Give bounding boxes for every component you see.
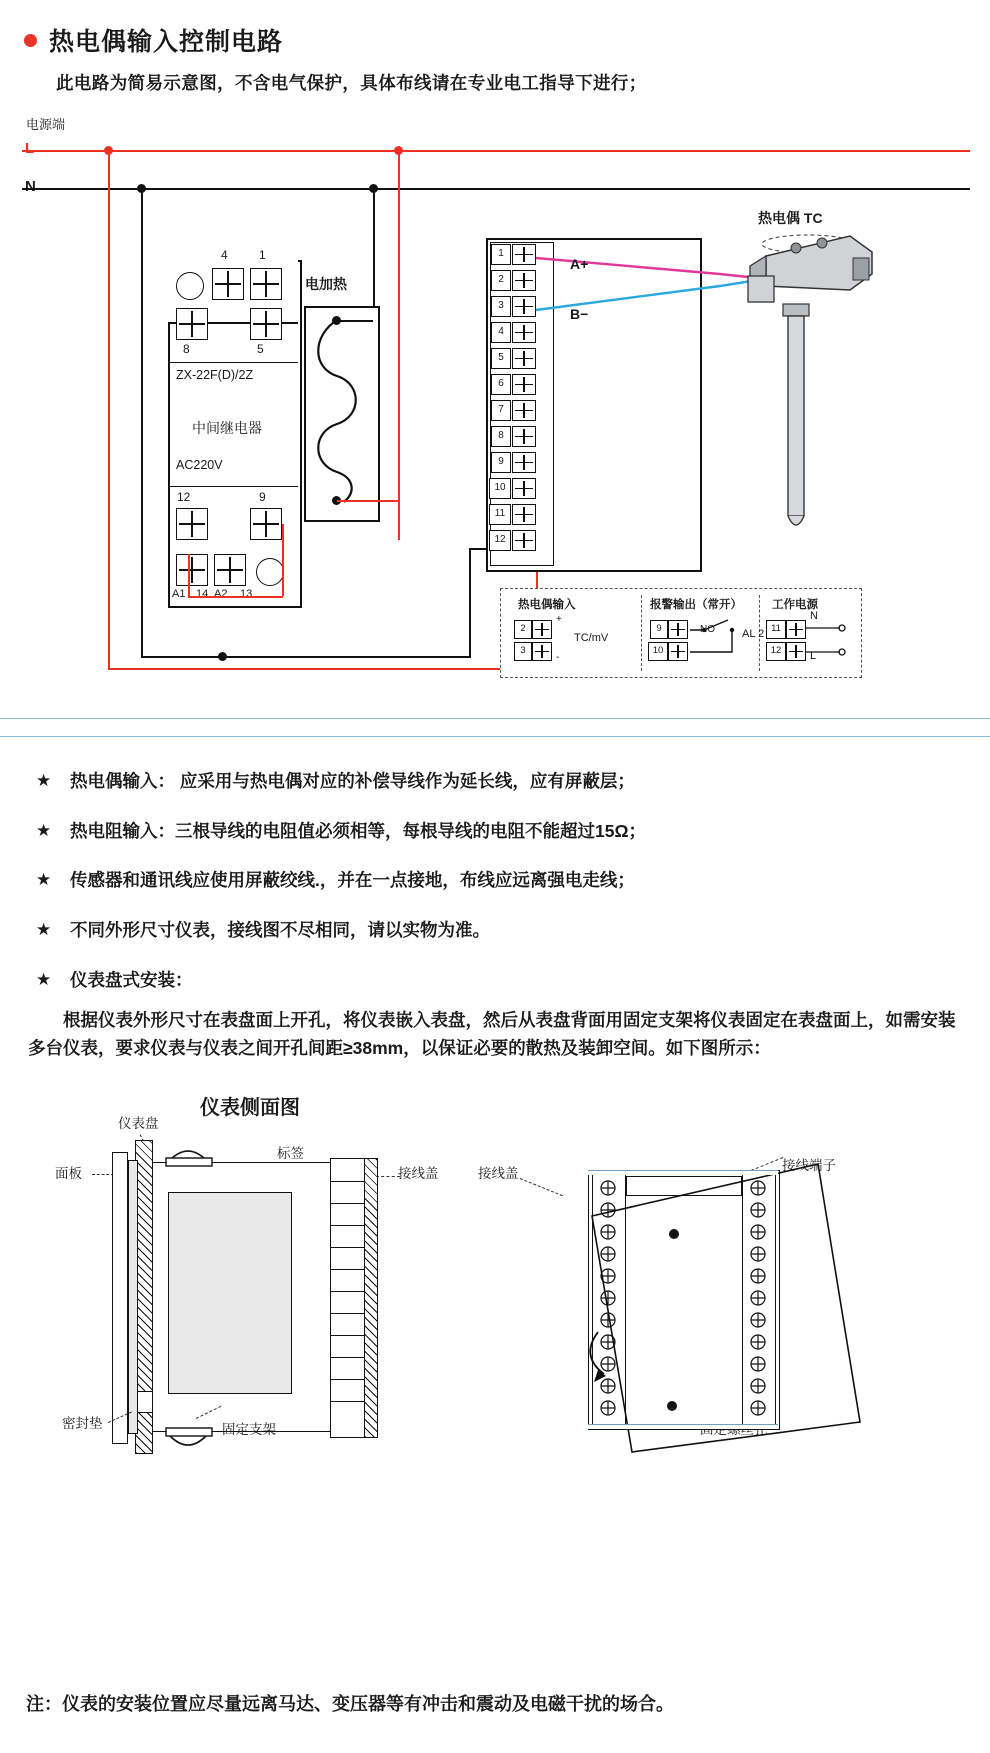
legend-term-3: 3: [514, 642, 532, 661]
notes-section: [0, 770, 990, 1120]
legend-group2-title: 报警输出（常开）: [650, 599, 742, 611]
star-icon: ★: [36, 870, 52, 890]
relay-label-14: 14: [196, 588, 209, 600]
relay-label-13: 13: [240, 588, 253, 600]
top-rule-right: [588, 1170, 778, 1175]
meter-terminal-num-2: 2: [491, 270, 511, 291]
front-panel-plate: [112, 1152, 128, 1444]
relay-terminal-9-label: 9: [259, 490, 266, 504]
label-bracket: 固定支架: [222, 1422, 276, 1437]
legend-term-12-block: [786, 642, 806, 661]
line-N-label: N: [25, 178, 36, 195]
divider-bottom: [0, 736, 990, 737]
meter-terminal-8: [512, 426, 536, 447]
legend-al2-label: AL 2: [742, 628, 765, 640]
note-text: 热电偶输入： 应采用与热电偶对应的补偿导线作为延长线，应有屏蔽层；: [70, 771, 635, 791]
meter-terminal-num-4: 4: [491, 322, 511, 343]
relay-terminal-A1: [176, 554, 208, 586]
legend-group1-title: 热电偶输入: [518, 599, 576, 611]
relay-bottom-circle: [256, 558, 284, 586]
heater-wire-bottom: [337, 500, 398, 502]
legend-term-11-block: [786, 620, 806, 639]
legend-group3-title: 工作电源: [772, 599, 818, 611]
page-header: [24, 22, 283, 58]
heater-label: 电加热: [305, 276, 347, 292]
relay-terminal-5-label: 5: [257, 342, 264, 356]
meter-terminal-num-7: 7: [491, 400, 511, 421]
relay-terminal-5: [250, 308, 282, 340]
relay-name-label: 中间继电器: [192, 420, 262, 436]
meter-terminal-num-10: 10: [489, 478, 511, 499]
relay-terminal-12: [176, 508, 208, 540]
meter-terminal-num-5: 5: [491, 348, 511, 369]
heater-coil-icon: [304, 306, 376, 518]
star-icon: ★: [36, 820, 52, 840]
relay-terminal-A2: [214, 554, 246, 586]
relay-terminal-8-label: 8: [183, 342, 190, 356]
junction-node-bottom: [218, 652, 227, 661]
thermocouple-label: 热电偶 TC: [758, 210, 823, 226]
relay-model-label: ZX-22F(D)/2Z: [176, 368, 254, 382]
wire-red-A1-h: [188, 596, 283, 598]
wire-red-to-9: [282, 524, 284, 596]
relay-label-A1: A1: [172, 588, 186, 600]
legend-term-2-block: [532, 620, 552, 639]
label-panel-board: 仪表盘: [118, 1116, 159, 1131]
meter-terminal-10: [512, 478, 536, 499]
gasket-strip: [128, 1160, 138, 1434]
legend-term-11: 11: [766, 620, 786, 639]
note-text: 仪表盘式安装：: [70, 969, 193, 990]
meter-terminal-11: [512, 504, 536, 525]
label-wiring-cover-right: 接线盖: [478, 1166, 519, 1181]
bracket-icon: [150, 1136, 350, 1466]
note-item: [0, 869, 990, 893]
wire-red-A1: [188, 554, 190, 596]
legend-term-12: 12: [766, 642, 786, 661]
legend-term-10: 10: [648, 642, 668, 661]
relay-terminal-9: [250, 508, 282, 540]
note-item: [0, 820, 990, 844]
relay-label-A2: A2: [214, 588, 228, 600]
relay-divider-lower: [168, 486, 298, 487]
legend-term-10-block: [668, 642, 688, 661]
legend-no-label: NO: [700, 624, 715, 635]
bullet-icon: [24, 34, 37, 47]
note-text: 不同外形尺寸仪表，接线图不尽相同，请以实物为准。: [70, 919, 490, 940]
relay-terminal-1-label: 1: [259, 248, 266, 262]
meter-terminal-7: [512, 400, 536, 421]
meter-terminal-12: [512, 530, 536, 551]
relay-terminal-4-label: 4: [221, 248, 228, 262]
legend-minus: -: [556, 652, 560, 663]
side-view-diagram: [0, 1100, 990, 1660]
side-view-title: 仪表侧面图: [200, 1096, 300, 1119]
bus-line-L: [22, 150, 970, 152]
label-tag: 标签: [277, 1146, 304, 1161]
legend-term-3-block: [532, 642, 552, 661]
meter-terminal-num-11: 11: [489, 504, 511, 525]
tc-minus-label: B−: [570, 306, 589, 322]
bus-line-N: [22, 188, 970, 190]
page-title: 热电偶输入控制电路: [49, 28, 284, 56]
legend-term-9: 9: [650, 620, 668, 639]
line-L-label: L: [25, 140, 35, 157]
meter-terminal-9: [512, 452, 536, 473]
legend-plus: +: [556, 614, 562, 625]
wire-N-down-relaycoil: [141, 188, 143, 658]
star-icon: ★: [36, 969, 52, 989]
wire-L-down-heater: [398, 150, 400, 540]
meter-terminal-num-3: 3: [491, 296, 511, 317]
note-text: 热电阻输入：三根导线的电阻值必须相等，每根导线的电阻不能超过15Ω；: [70, 820, 646, 841]
relay-terminal-12-label: 12: [177, 490, 191, 504]
legend-signal: TC/mV: [574, 632, 609, 644]
star-icon: ★: [36, 919, 52, 939]
relay-divider-upper: [168, 362, 298, 363]
relay-terminal-4: [212, 268, 244, 300]
install-paragraph: 根据仪表外形尺寸在表盘面上开孔，将仪表嵌入表盘，然后从表盘背面用固定支架将仪表固定在表盘面上，如需安装多台仪表，要求仪表与仪表之间开孔间距≥38mm，以保证必要的散热及装卸空间。如下图所示：: [28, 1010, 956, 1059]
power-terminal-label: 电源端: [26, 117, 66, 132]
meter-terminal-num-1: 1: [491, 244, 511, 265]
thermocouple-probe-icon: [730, 230, 880, 570]
star-icon: ★: [36, 771, 52, 790]
wire-L-down-left: [108, 150, 110, 668]
footer-note: 注：仪表的安装位置应尽量远离马达、变压器等有冲击和震动及电磁干扰的场合。: [26, 1694, 674, 1714]
note-text: 传感器和通讯线应使用屏蔽绞线.，并在一点接地，布线应远离强电走线；: [70, 870, 635, 891]
heater-wire-top: [337, 320, 373, 322]
label-terminal: 接线端子: [782, 1158, 836, 1173]
wire-red-bottom: [108, 668, 538, 670]
label-gasket: 密封垫: [62, 1416, 103, 1431]
note-item: [0, 919, 990, 943]
page-subtitle: 此电路为简易示意图，不含电气保护，具体布线请在专业电工指导下进行；: [56, 73, 647, 93]
relay-indicator-circle: [176, 272, 204, 300]
relay-voltage-label: AC220V: [176, 458, 223, 472]
wiring-cover-left-view: [364, 1158, 378, 1438]
label-wiring-cover-left: 接线盖: [398, 1166, 439, 1181]
note-item: [0, 770, 990, 794]
relay-terminal-1: [250, 268, 282, 300]
terminal-strip-left-view: [330, 1158, 366, 1438]
wire-bottom-black: [141, 656, 471, 658]
meter-terminal-6: [512, 374, 536, 395]
note-item: [0, 969, 990, 993]
leader-front-panel: [92, 1174, 114, 1175]
meter-terminal-num-6: 6: [491, 374, 511, 395]
schematic-diagram: [0, 110, 990, 720]
meter-terminal-num-9: 9: [491, 452, 511, 473]
leader-wiring-cover-right: [520, 1178, 563, 1196]
meter-terminal-num-12: 12: [489, 530, 511, 551]
label-front-panel: 面板: [55, 1166, 82, 1181]
legend-L-label: L: [810, 650, 817, 662]
legend-N-label: N: [810, 610, 818, 622]
relay-terminal-8: [176, 308, 208, 340]
divider-top: [0, 718, 990, 719]
wire-black-up-to-meter: [469, 548, 471, 658]
legend-term-2: 2: [514, 620, 532, 639]
bottom-rule-right: [588, 1424, 778, 1429]
legend-term-9-block: [668, 620, 688, 639]
tc-plus-label: A+: [570, 256, 589, 272]
meter-terminal-num-8: 8: [491, 426, 511, 447]
